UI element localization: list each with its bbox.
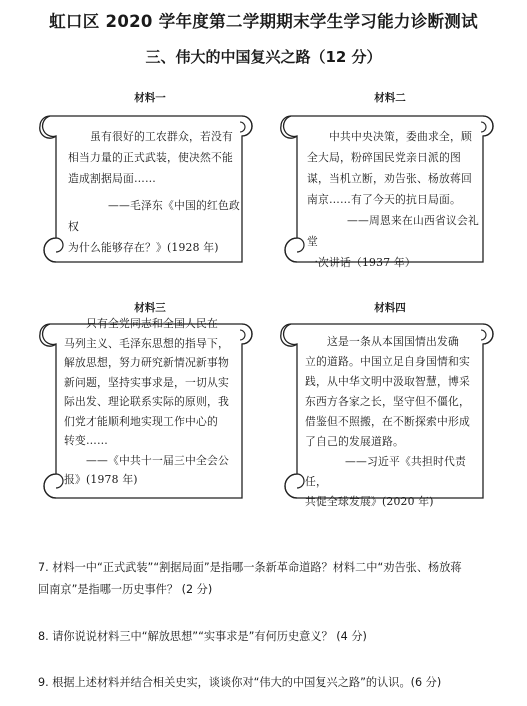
material-4-line: 践，从中华文明中汲取智慧，博采 [305,375,470,388]
material-3-source: ——《中共十一届三中全会公 [86,453,229,467]
question-7-line: 7. 材料一中“正式武装”“割据局面”是指哪一条新革命道路？材料二中“劝告张、杨放蒋 [38,561,462,574]
material-2-line: 中共中央决策，委曲求全，顾 [329,130,472,143]
material-4-line: 借鉴但不照搬，在不断探索中形成 [305,415,470,428]
material-2-source: ——周恩来在山西省议会礼堂 [307,214,479,248]
material-2-label: 材料二 [374,92,406,104]
material-1-label: 材料一 [134,92,166,104]
material-3-line: 转变…… [64,434,108,447]
material-3-source: 报》(1978 年) [64,473,138,486]
material-3-scroll [34,312,258,508]
material-4-source: 共促全球发展》(2020 年) [305,495,434,508]
material-1-line: 造成割据局面…… [68,172,156,185]
material-2-line: 南京……有了今天的抗日局面。 [307,193,461,206]
material-3-line: 际出发、理论联系实际的原则，我 [64,395,229,408]
exam-title: 虹口区 2020 学年度第二学期期末学生学习能力诊断测试 [49,12,478,31]
question-8 [38,626,498,648]
question-8-line: 8. 请你说说材料三中“解放思想”“实事求是”有何历史意义？ (4 分) [38,630,367,643]
material-4-line: 东西方各家之长，坚守但不僵化， [305,395,470,408]
material-4-line: 立的道路。中国立足自身国情和实 [305,355,470,368]
material-3-line: 新问题，坚持实事求是，一切从实 [64,375,229,389]
material-2-scroll [275,104,499,272]
material-4-scroll [275,312,499,508]
material-3-label: 材料三 [134,302,166,314]
material-1-scroll [34,104,258,272]
material-1-source: 为什么能够存在？》(1928 年) [68,241,219,254]
question-9-line: 9. 根据上述材料并结合相关史实，谈谈你对“伟大的中国复兴之路”的认识。(6 分) [38,676,442,689]
material-3-line: 只有全党同志和全国人民在 [86,317,218,330]
material-3-line: 马列主义、毛泽东思想的指导下， [64,336,229,350]
material-1-line: 虽有很好的工农群众，若没有 [90,130,233,143]
material-4-label: 材料四 [374,302,406,314]
material-4-line: 这是一条从本国国情出发确 [327,335,459,348]
material-2-line: 全大局，粉碎国民党亲日派的图 [307,151,461,164]
question-7 [38,557,498,601]
section-title: 三、伟大的中国复兴之路（12 分） [145,48,382,66]
material-3-line: 们党才能顺利地实现工作中心的 [64,414,218,428]
material-3-line: 解放思想，努力研究新情况新事物 [64,356,229,369]
material-2-line: 谋，当机立断，劝告张、杨放蒋回 [307,172,472,185]
question-7-line: 回南京”是指哪一历史事件？ (2 分) [38,583,213,596]
material-2-source: 一次讲话（1937 年） [307,256,416,269]
material-1-line: 相当力量的正式武装，使决然不能 [68,151,233,164]
material-4-source: ——习近平《共担时代责任， [305,455,466,488]
material-1-source: ——毛泽东《中国的红色政权 [68,199,240,233]
material-4-line: 了自己的发展道路。 [305,435,404,448]
question-9 [38,672,498,694]
